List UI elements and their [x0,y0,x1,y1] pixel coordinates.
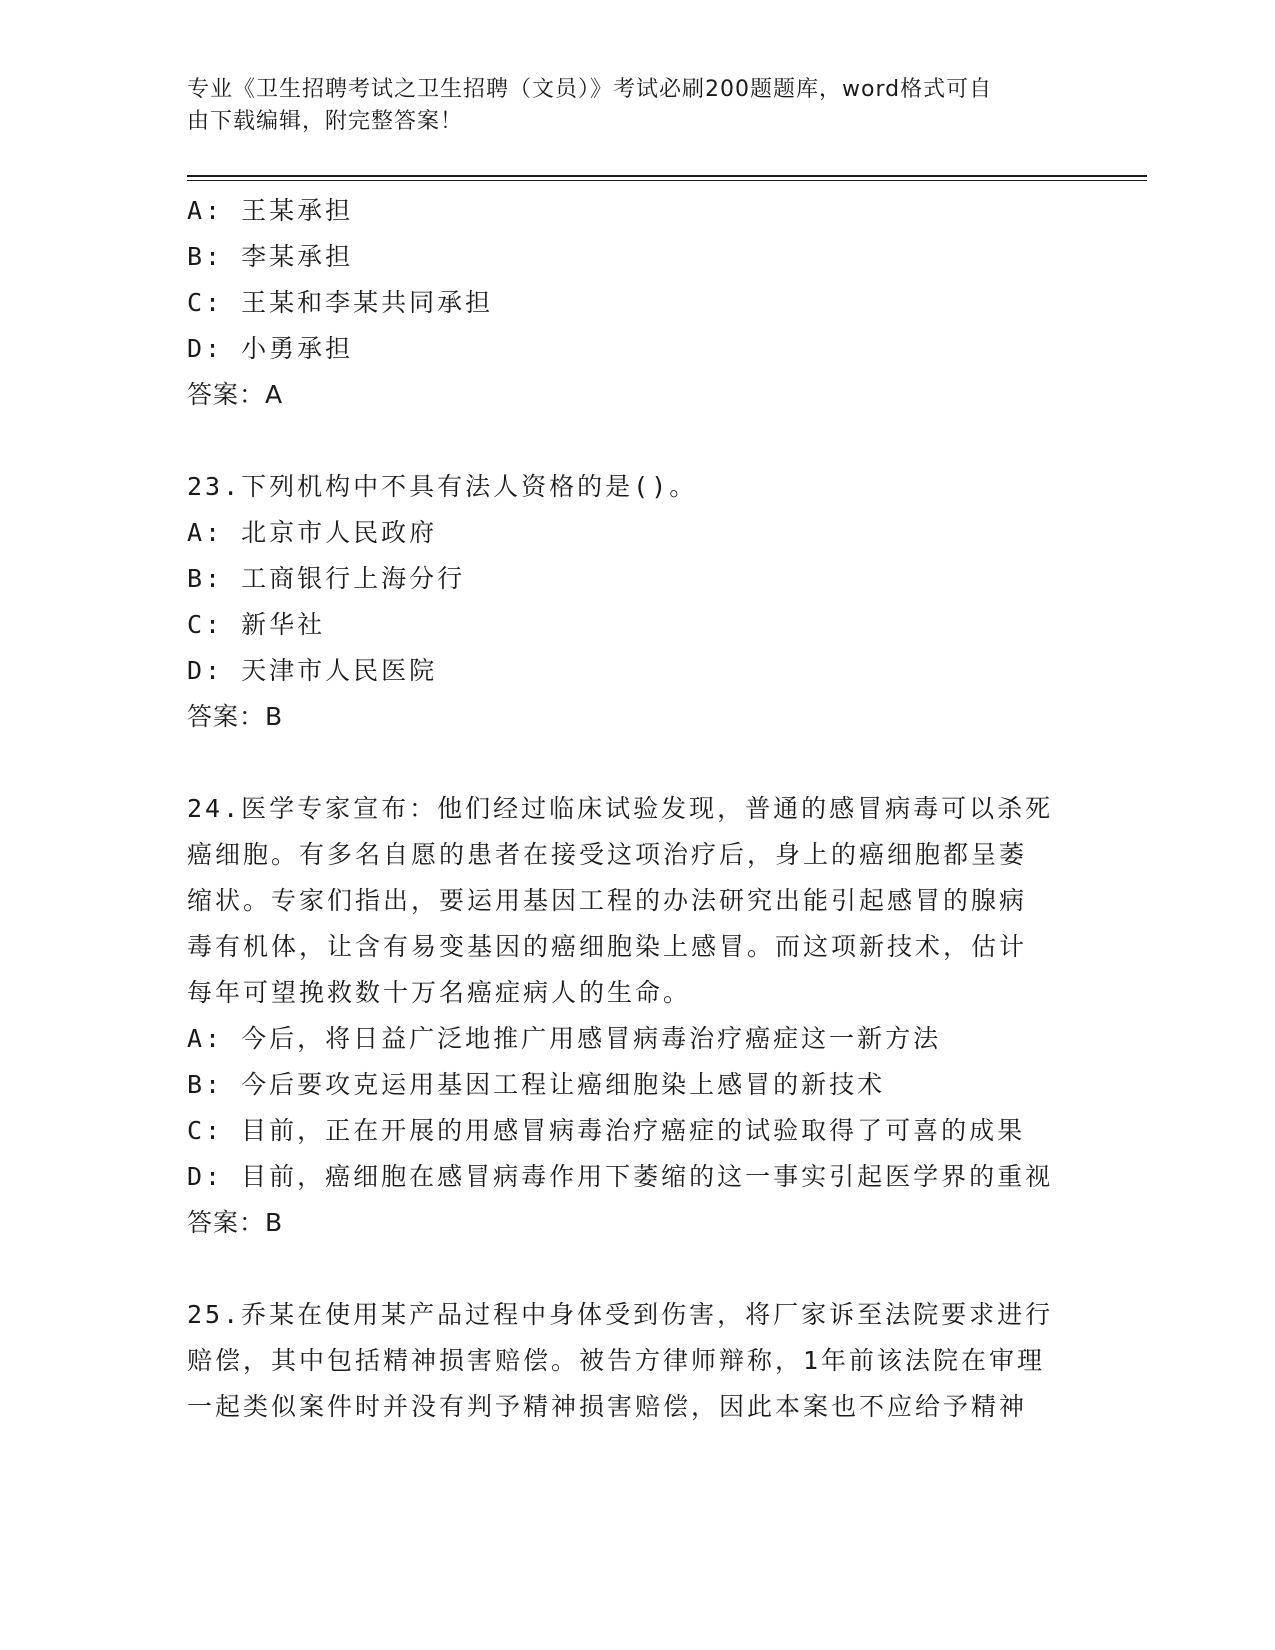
answer-line: 答案：A [187,380,284,409]
option-a: A: 王某承担 [187,196,354,225]
question-stem-line: 一起类似案件时并没有判予精神损害赔偿，因此本案也不应给予精神 [187,1392,1028,1421]
header-divider-thick [187,175,1147,177]
option-b: B: 李某承担 [187,242,354,271]
answer-line: 答案：B [187,1208,284,1237]
option-b: B: 今后要攻克运用基因工程让癌细胞染上感冒的新技术 [187,1070,886,1099]
option-d: D: 小勇承担 [187,334,354,363]
header-line-2: 由下载编辑，附完整答案！ [187,109,464,134]
option-a: A: 北京市人民政府 [187,518,438,547]
option-a: A: 今后，将日益广泛地推广用感冒病毒治疗癌症这一新方法 [187,1024,942,1053]
question-stem-line: 缩状。专家们指出，要运用基因工程的办法研究出能引起感冒的腺病 [187,886,1028,915]
option-b: B: 工商银行上海分行 [187,564,466,593]
question-stem-line: 毒有机体，让含有易变基因的癌细胞染上感冒。而这项新技术，估计 [187,932,1028,961]
header-divider-thin [187,180,1147,181]
question-content [187,188,1077,1430]
question-23 [187,464,1077,740]
question-stem-line: 每年可望挽救数十万名癌症病人的生命。 [187,978,692,1007]
option-c: C: 目前，正在开展的用感冒病毒治疗癌症的试验取得了可喜的成果 [187,1116,1026,1145]
question-stem-line: 癌细胞。有多名自愿的患者在接受这项治疗后，身上的癌细胞都呈萎 [187,840,1028,869]
question-stem-line: 24.医学专家宣布：他们经过临床试验发现，普通的感冒病毒可以杀死 [187,794,1054,823]
question-22 [187,188,1077,418]
option-d: D: 天津市人民医院 [187,656,438,685]
question-stem: 23.下列机构中不具有法人资格的是()。 [187,472,698,501]
question-stem-line: 赔偿，其中包括精神损害赔偿。被告方律师辩称，1年前该法院在审理 [187,1346,1046,1375]
question-24 [187,786,1077,1246]
option-c: C: 王某和李某共同承担 [187,288,494,317]
question-stem-line: 25.乔某在使用某产品过程中身体受到伤害，将厂家诉至法院要求进行 [187,1300,1054,1329]
answer-line: 答案：B [187,702,284,731]
header-line-1: 专业《卫生招聘考试之卫生招聘（文员）》考试必刷200题题库，word格式可自 [187,77,993,102]
document-header [187,74,1077,138]
spacer [187,418,1077,464]
spacer [187,1246,1077,1292]
spacer [187,740,1077,786]
option-d: D: 目前，癌细胞在感冒病毒作用下萎缩的这一事实引起医学界的重视 [187,1162,1054,1191]
question-25 [187,1292,1077,1430]
option-c: C: 新华社 [187,610,326,639]
